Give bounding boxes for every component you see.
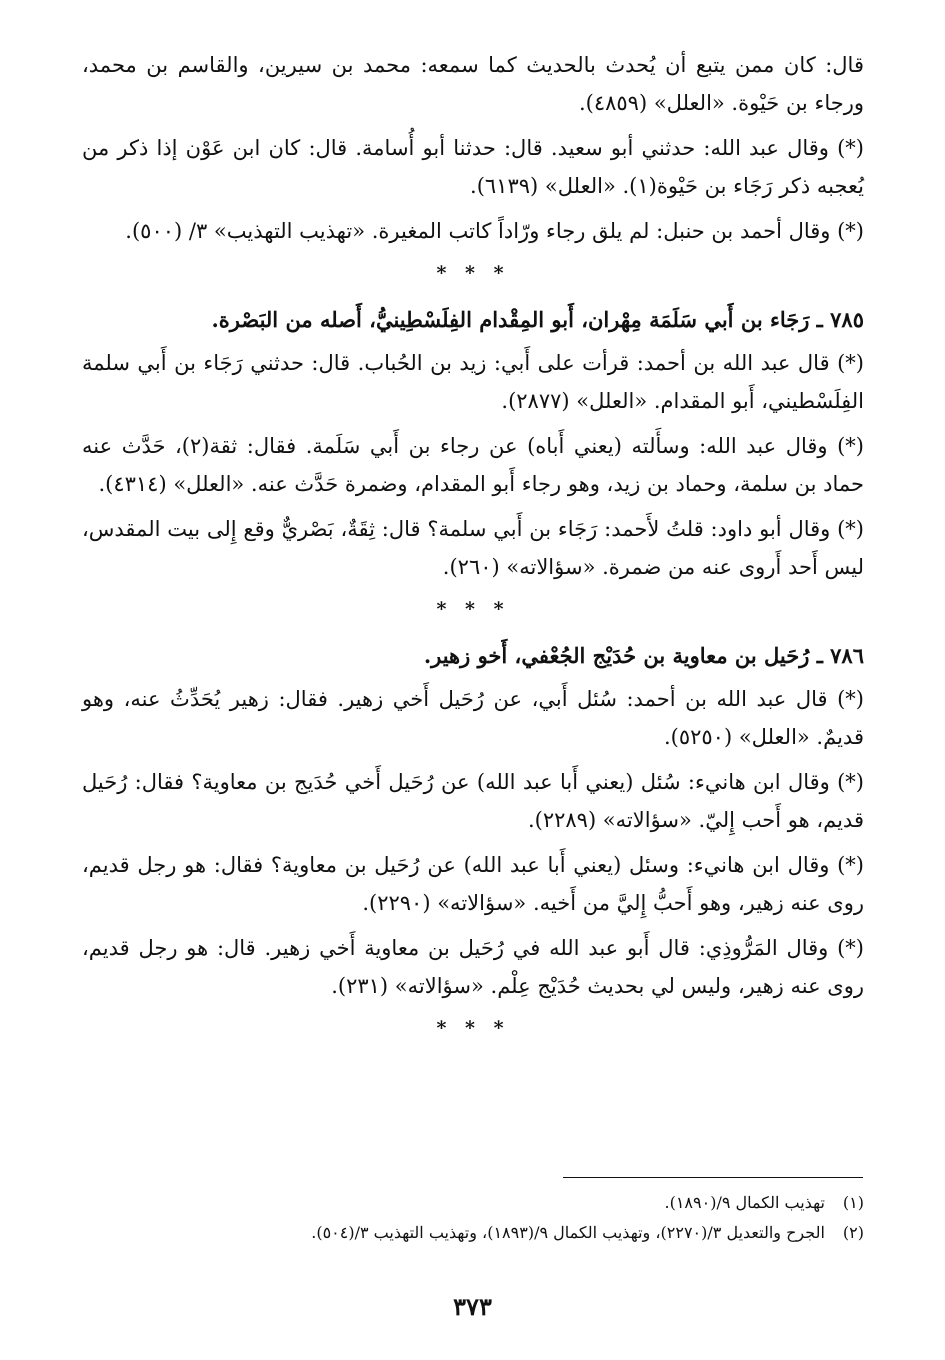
footnote-2: [82, 1218, 864, 1248]
paragraph: (*) وقال أحمد بن حنبل: لم يلق رجاء ورّاداً كاتب المغيرة. «تهذيب التهذيب» ٣/ (٥٠٠).: [125, 219, 864, 243]
paragraph: (*) وقال ابن هانيء: وسئل (يعني أَبا عبد الله) عن رُحَيل بن معاوية؟ فقال: هو رجل قديم، روى عنه زهير، وهو أَحبُّ إِليَّ من أَخيه. «سؤالاته» (٢٢٩٠).: [82, 853, 864, 915]
section-separator: * * *: [436, 262, 510, 284]
paragraph: (*) وقال المَرُّوذِي: قال أَبو عبد الله في رُحَيل بن معاوية أَخي زهير. قال: هو رجل قديم، روى عنه زهير، وليس لي بحديث حُدَيْج عِلْم. «سؤالاته» (٢٣١).: [82, 936, 864, 998]
entry-heading-786: ٧٨٦ ـ رُحَيل بن معاوية بن حُدَيْج الجُعْفي، أَخو زهير.: [423, 643, 864, 668]
paragraph: (*) قال عبد الله بن أحمد: سُئل أَبي، عن رُحَيل أَخي زهير. فقال: زهير يُحَدِّثُ عنه، وهو قديمٌ. «العلل» (٥٢٥٠).: [82, 687, 864, 749]
page-number: ٣٧٣: [453, 1292, 492, 1321]
paragraph: قال: كان ممن يتبع أن يُحدث بالحديث كما سمعه: محمد بن سيرين، والقاسم بن محمد، ورجاء بن حَيْوة. «العلل» (٤٨٥٩).: [82, 53, 864, 115]
section-separator: * * *: [436, 1017, 510, 1039]
paragraph: (*) وقال عبد الله: حدثني أبو سعيد. قال: حدثنا أبو أُسامة. قال: كان ابن عَوْن إذا ذكر من يُعجبه ذكر رَجَاء بن حَيْوة(١). «العلل» (٦١٣٩).: [82, 136, 864, 198]
paragraph: (*) وقال أبو داود: قلتُ لأَحمد: رَجَاء بن أَبي سلمة؟ قال: ثِقَةٌ، بَصْريٌّ وقع إِلى بيت المقدس، ليس أَحد أَروى عنه من ضمرة. «سؤالاته» (٢٦٠).: [82, 517, 864, 579]
footnote-1: [82, 1188, 864, 1218]
section-separator: * * *: [436, 598, 510, 620]
footnote-number: (٢): [842, 1223, 864, 1242]
footnote-text: تهذيب الكمال ٩/(١٨٩٠).: [664, 1193, 825, 1212]
footnotes: [82, 1188, 864, 1248]
footnote-text: الجرح والتعديل ٣/(٢٢٧٠)، وتهذيب الكمال ٩/(١٨٩٣)، وتهذيب التهذيب ٣/(٥٠٤).: [311, 1223, 825, 1242]
footnote-number: (١): [842, 1193, 864, 1212]
paragraph: (*) وقال ابن هانيء: سُئل (يعني أَبا عبد الله) عن رُحَيل أَخي حُدَيج بن معاوية؟ فقال: رُحَيل قديم، هو أَحب إِليّ. «سؤالاته» (٢٢٨٩).: [82, 770, 864, 832]
paragraph: (*) قال عبد الله بن أحمد: قرأت على أَبي: زيد بن الحُباب. قال: حدثني رَجَاء بن أَبي سلمة الفِلَسْطيني، أَبو المقدام. «العلل» (٢٨٧٧).: [82, 351, 864, 413]
entry-heading-785: ٧٨٥ ـ رَجَاء بن أَبي سَلَمَة مِهْران، أَبو المِقْدام الفِلَسْطِينيُّ، أَصله من البَصْرة.: [211, 307, 864, 332]
paragraph: (*) وقال عبد الله: وسأَلته (يعني أَباه) عن رجاء بن أَبي سَلَمة. فقال: ثقة(٢)، حَدَّث عنه حماد بن سلمة، وحماد بن زيد، وهو رجاء أَبو المقدام، وضمرة حَدَّث عنه. «العلل» (٤٣١٤).: [82, 434, 864, 496]
footnote-divider: [563, 1177, 863, 1178]
page-body: [82, 46, 864, 1055]
